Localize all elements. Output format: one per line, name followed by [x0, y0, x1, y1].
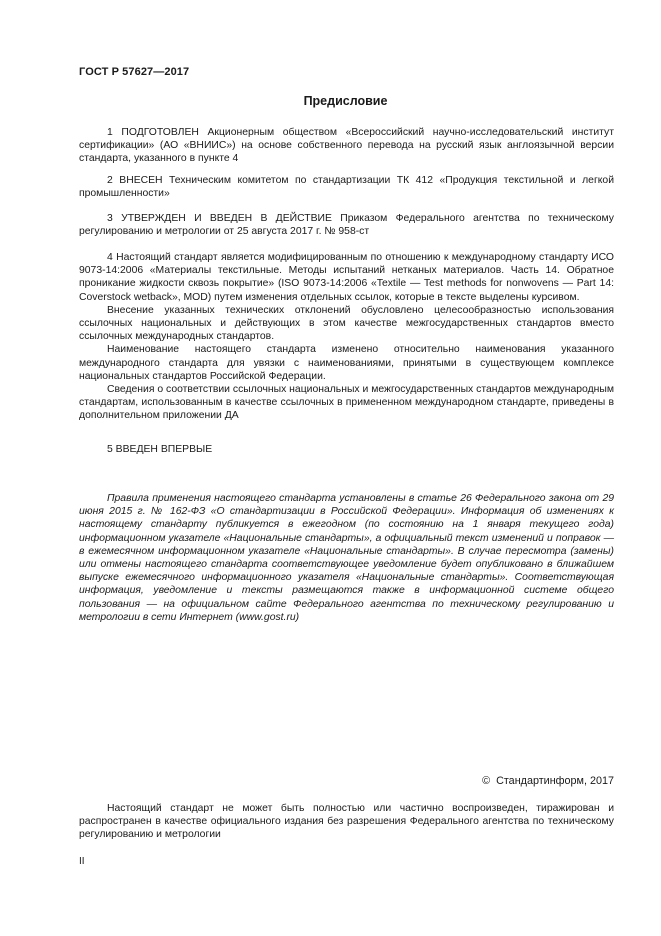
section-4-para-2: Внесение указанных технических отклонений обусловлено целесообразностью использования ссылочных национальных и действующих в этом качестве межгосударственных стандартов вместо ссылочных международных стандартов.	[79, 304, 614, 343]
section-2-text: 2 ВНЕСЕН Техническим комитетом по стандартизации ТК 412 «Продукция текстильной и легкой промышленности»	[79, 175, 614, 200]
standard-id-header: ГОСТ Р 57627—2017	[79, 66, 190, 78]
rules-note	[79, 492, 614, 624]
section-1-text: 1 ПОДГОТОВЛЕН Акционерным обществом «Всероссийский научно-исследовательский институт сертификации» (АО «ВНИИС») на основе собственного перевода на русский язык англоязычной версии стандарта, указанного в пункте 4	[79, 127, 614, 165]
section-3-text: 3 УТВЕРЖДЕН И ВВЕДЕН В ДЕЙСТВИЕ Приказом Федерального агентства по техническому регулированию и метрологии от 25 августа 2017 г. № 958-ст	[79, 213, 614, 238]
section-3	[79, 212, 614, 238]
legal-notice-text: Настоящий стандарт не может быть полностью или частично воспроизведен, тиражирован и распространен в качестве официального издания без разрешения Федерального агентства по техническому регулированию и метрологии	[79, 803, 614, 841]
section-4-para-3: Наименование настоящего стандарта изменено относительно наименования указанного международного стандарта для увязки с наименованиями, принятыми в существующем комплексе национальных стандартов Российской Федерации.	[79, 344, 614, 382]
section-5	[79, 443, 614, 456]
section-1	[79, 126, 614, 166]
copyright-icon: ©	[482, 775, 491, 787]
section-4-para-4: Сведения о соответствии ссылочных национальных и межгосударственных стандартов международным стандартам, использованным в качестве ссылочных в примененном международном стандарте, приведены в дополнительном приложении ДА	[79, 384, 614, 422]
legal-notice	[79, 802, 614, 842]
rules-note-text: Правила применения настоящего стандарта установлены в статье 26 Федерального закона от 29 июня 2015 г. № 162-ФЗ «О стандартизации в Российской Федерации». Информация об изменениях к настоящему стандарту публикуется в ежегодном (по состоянию на 1 января текущего года) информационном указателе «Национальные стандарты», а официальный текст изменений и поправок — в ежемесячном информационном указателе «Национальные стандарты». В случае пересмотра (замены) или отмены настоящего стандарта соответствующее уведомление будет опубликовано в ближайшем выпуске ежемесячного информационного указателя «Национальные стандарты». Соответствующая информация, уведомление и тексты размещаются также в информационной системе общего пользования — на официальном сайте Федерального агентства по техническому регулированию и метрологии в сети Интернет (www.gost.ru)	[79, 493, 614, 623]
page-title: Предисловие	[303, 94, 388, 108]
page-number: II	[79, 856, 85, 867]
section-4	[79, 251, 614, 423]
section-4-para-1: 4 Настоящий стандарт является модифицированным по отношению к международному стандарту ИСО 9073-14:2006 «Материалы текстильные. Методы испытаний нетканых материалов. Часть 14. Обратное проникание жидкости сквозь покрытие» (ISO 9073-14:2006 «Textile — Test methods for nonwovens — Part 14: Coverstock wetback», MOD) путем изменения отдельных ссылок, которые в тексте выделены курсивом.	[79, 252, 614, 303]
section-2	[79, 174, 614, 200]
section-5-text: 5 ВВЕДЕН ВПЕРВЫЕ	[107, 444, 213, 455]
copyright-line	[482, 775, 614, 788]
copyright-text: Стандартинформ, 2017	[496, 775, 614, 787]
